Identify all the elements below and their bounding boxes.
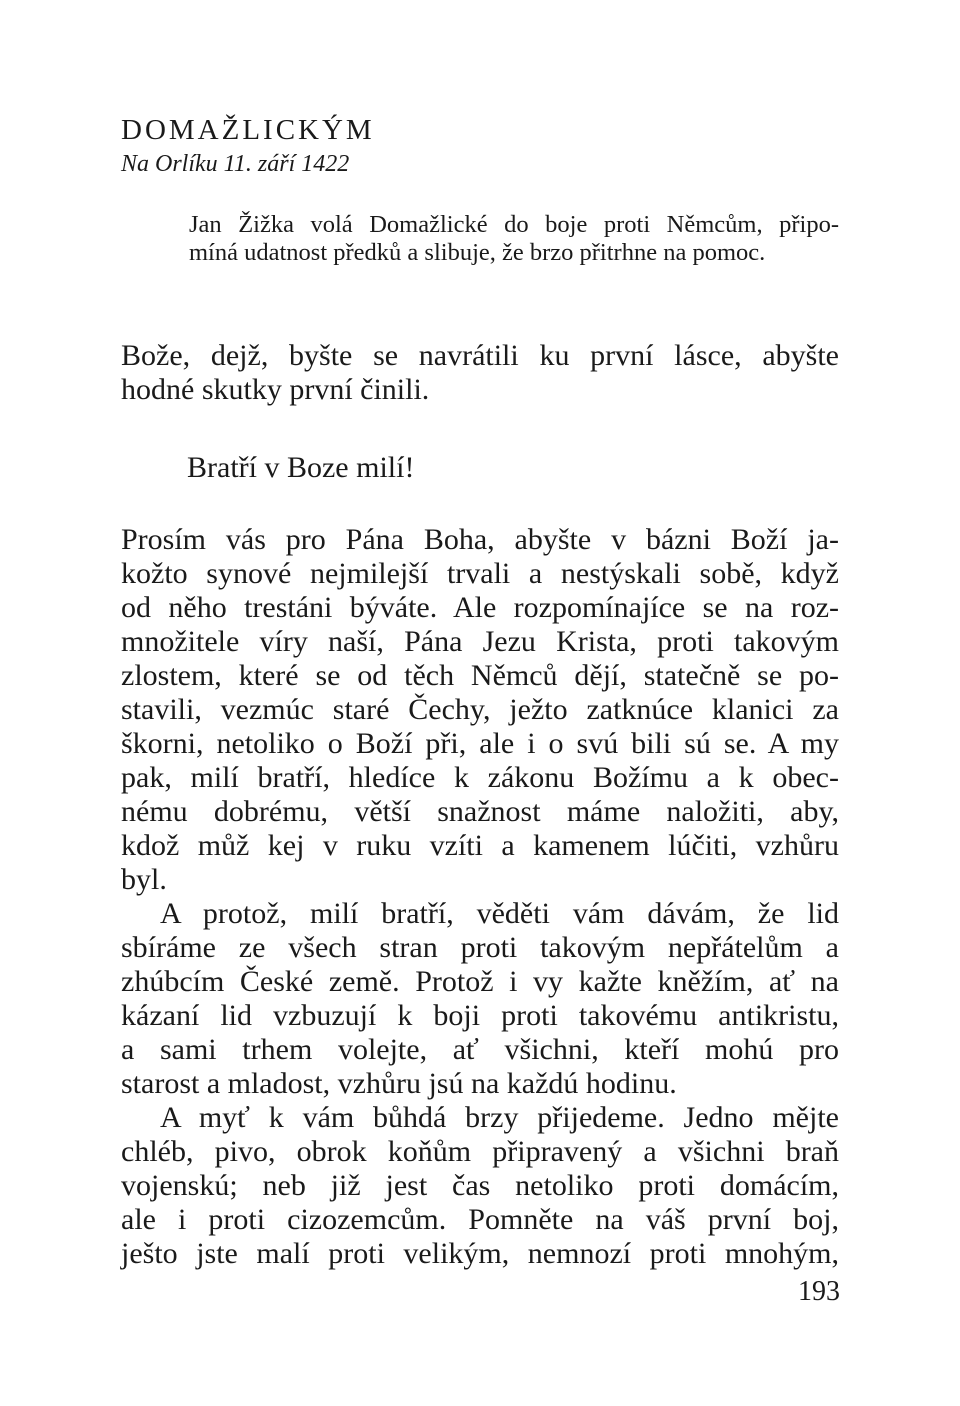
paragraph-line: vojenskú; neb již jest čas netoliko proti domácím,: [121, 1169, 839, 1202]
paragraph-line: byl.: [121, 863, 167, 896]
summary-line: míná udatnost předků a slibuje, že brzo přitrhne na pomoc.: [189, 239, 766, 266]
paragraph-line: škorni, netoliko o Boží při, ale i o svú bili sú se. A my: [121, 727, 839, 760]
summary-line: Jan Žižka volá Domažlické do boje proti Němcům, připo-: [189, 211, 839, 238]
paragraph-line: starost a mladost, vzhůru jsú na každú hodinu.: [121, 1067, 677, 1100]
paragraph-1: [121, 523, 839, 897]
paragraph-line: ješto jste malí proti velikým, nemnozí proti mnohým,: [121, 1237, 839, 1270]
page-number: 193: [798, 1276, 840, 1307]
paragraph-line: kdož můž kej v ruku vzíti a kamenem lúčiti, vzhůru: [121, 829, 839, 862]
paragraph-line: od něho trestáni býváte. Ale rozpomínajíce se na roz-: [121, 591, 839, 624]
paragraph-line: množitele víry naší, Pána Jezu Krista, proti takovým: [121, 625, 839, 658]
paragraph-line: A protož, milí bratří, věděti vám dávám, že lid: [160, 897, 839, 930]
paragraph-2: [121, 897, 839, 1101]
quote-line: hodné skutky první činili.: [121, 373, 430, 406]
paragraph-line: ale i proti cizozemcům. Pomněte na váš první boj,: [121, 1203, 839, 1236]
opening-quote: [121, 339, 839, 407]
paragraph-line: zlostem, které se od těch Němců dějí, statečně se po-: [121, 659, 839, 692]
paragraph-line: kožto synové nejmilejší trvali a nestýskali sobě, když: [121, 557, 839, 590]
paragraph-line: A myť k vám bůhdá brzy přijedeme. Jedno mějte: [160, 1101, 839, 1134]
quote-line: Bože, dejž, byšte se navrátili ku první lásce, abyšte: [121, 339, 839, 372]
editorial-summary: [189, 211, 839, 267]
paragraph-line: nému dobrému, větší snažnost máme naložiti, aby,: [121, 795, 839, 828]
paragraph-line: a sami trhem volejte, ať všichni, kteří mohú pro: [121, 1033, 839, 1066]
paragraph-line: kázaní lid vzbuzují k boji proti takovému antikristu,: [121, 999, 839, 1032]
paragraph-3: [121, 1101, 839, 1271]
paragraph-line: stavili, vezmúc staré Čechy, ježto zatknúce klanici za: [121, 693, 839, 726]
salutation: Bratří v Boze milí!: [187, 451, 415, 484]
letter-heading: DOMAŽLICKÝM: [121, 114, 375, 146]
paragraph-line: pak, milí bratří, hledíce k zákonu Božímu a k obec-: [121, 761, 839, 794]
place-date-line: Na Orlíku 11. září 1422: [121, 151, 350, 177]
spacer: [121, 485, 839, 523]
paragraph-line: Prosím vás pro Pána Boha, abyšte v bázni Boží ja-: [121, 523, 839, 556]
paragraph-line: zhúbcím České země. Protož i vy kažte kněžím, ať na: [121, 965, 839, 998]
spacer: [121, 407, 839, 451]
paragraph-line: chléb, pivo, obrok koňům připravený a všichni braň: [121, 1135, 839, 1168]
letter-body: [121, 339, 839, 1271]
paragraph-line: sbíráme ze všech stran proti takovým nepřátelům a: [121, 931, 839, 964]
